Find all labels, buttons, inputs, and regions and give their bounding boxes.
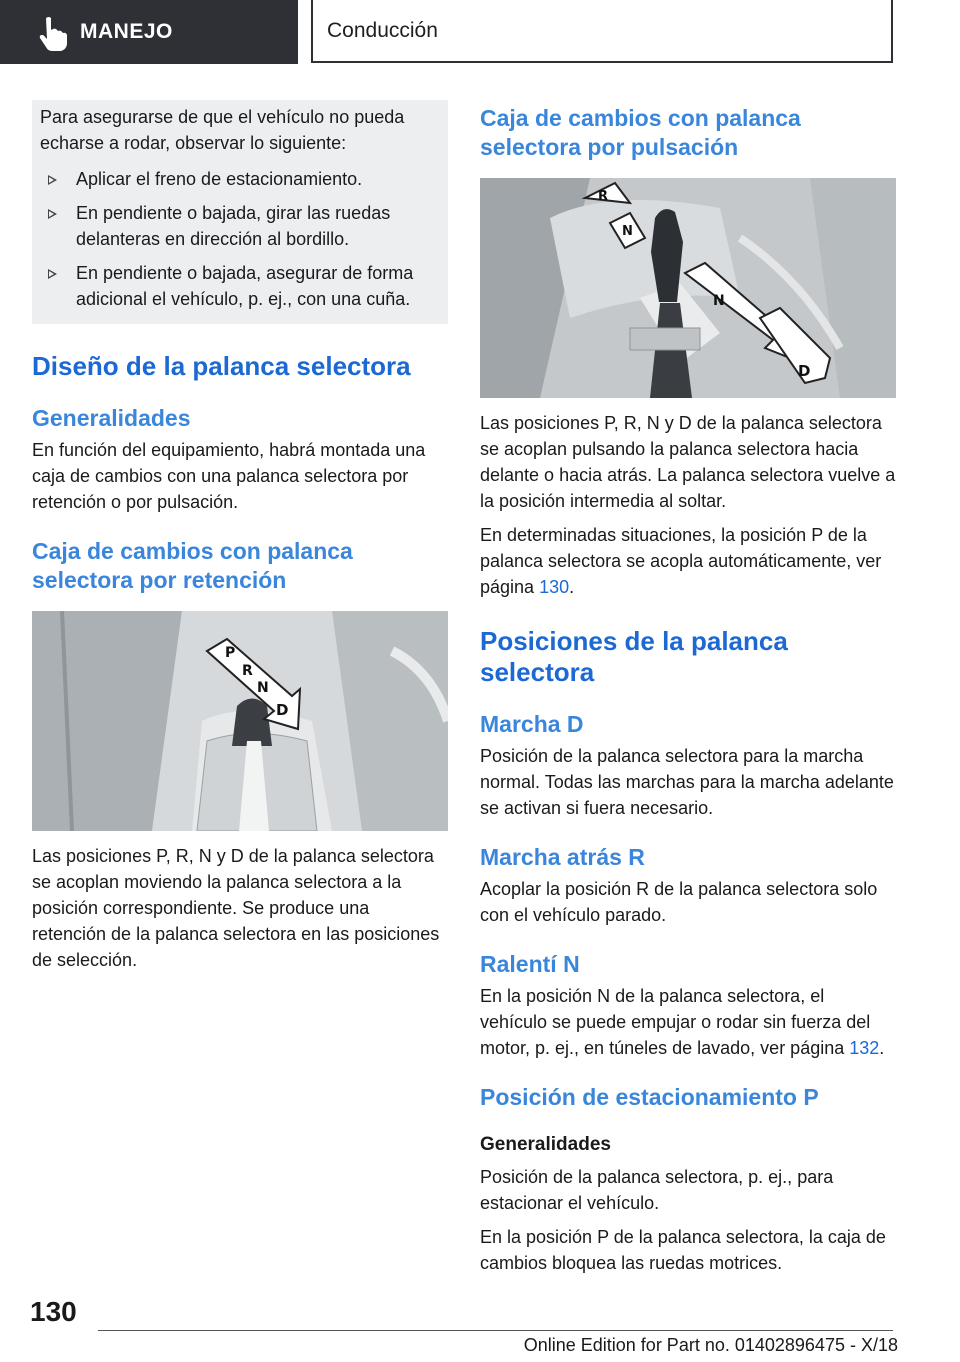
left-column: [32, 100, 448, 973]
paragraph-drive: Posición de la palanca selectora para la marcha normal. Todas las marchas para la marcha adelante se activan si fuera necesario.: [480, 746, 894, 818]
note-item: En pendiente o bajada, asegurar de forma adicional el vehículo, p. ej., con una cuña.: [40, 260, 438, 312]
gear-label-r: R: [598, 189, 609, 204]
paragraph-park-2: En la posición P de la palanca selectora, la caja de cambios bloquea las ruedas motrices.: [480, 1227, 886, 1273]
note-intro: Para asegurarse de que el vehículo no pueda echarse a rodar, observar lo siguiente:: [40, 107, 405, 153]
subheading-park-general: Generalidades: [480, 1134, 611, 1155]
note-box: [32, 100, 448, 324]
paragraph-park-1: Posición de la palanca selectora, p. ej., para estacionar el vehículo.: [480, 1167, 834, 1213]
page-link-130[interactable]: 130: [539, 577, 570, 597]
bullet-triangle-icon: [48, 209, 57, 219]
heading-positions: Posiciones de la palanca selectora: [480, 626, 788, 687]
chapter-title: Conducción: [327, 18, 438, 42]
figure-retention-selector: [32, 611, 448, 831]
gear-label-n: N: [622, 224, 633, 239]
paragraph-neutral: En la posición N de la palanca selectora, el vehículo se puede empujar o rodar sin fuerza del motor, p. ej., en túneles de lavado, ver página 132.: [480, 986, 885, 1058]
section-tab[interactable]: [0, 0, 298, 64]
heading-pulse: Caja de cambios con palanca selectora por pulsación: [480, 105, 801, 160]
bullet-triangle-icon: [48, 175, 57, 185]
heading-design: Diseño de la palanca selectora: [32, 351, 411, 381]
note-item: En pendiente o bajada, girar las ruedas delanteras en dirección al bordillo.: [40, 200, 438, 252]
footer-edition: Online Edition for Part no. 01402896475 - X/18: [523, 1335, 898, 1355]
section-title: MANEJO: [80, 20, 173, 43]
paragraph-reverse: Acoplar la posición R de la palanca selectora solo con el vehículo parado.: [480, 879, 878, 925]
page-link-132[interactable]: 132: [849, 1038, 880, 1058]
heading-park: Posición de estacionamiento P: [480, 1084, 819, 1110]
chapter-header: [311, 0, 893, 63]
gear-label-n: N: [713, 293, 725, 309]
gear-label-d: D: [276, 701, 289, 719]
note-list: [40, 166, 438, 312]
gear-label-n: N: [257, 680, 269, 696]
paragraph-pulse-2: En determinadas situaciones, la posición P de la palanca selectora se acopla automáticamente, ver página 130.: [480, 525, 882, 597]
heading-reverse: Marcha atrás R: [480, 844, 645, 870]
heading-drive: Marcha D: [480, 711, 584, 737]
gear-label-p: P: [225, 645, 236, 661]
note-item: Aplicar el freno de estacionamiento.: [40, 166, 438, 192]
page-number: 130: [30, 1296, 77, 1327]
gear-label-d: D: [798, 362, 811, 380]
hand-pointer-icon: [32, 12, 72, 52]
figure-pulse-selector: [480, 178, 896, 398]
paragraph-pulse-1: Las posiciones P, R, N y D de la palanca selectora se acoplan pulsando la palanca selectora hacia delante o hacia atrás. La palanca selectora vuelve a la posición intermedia al soltar.: [480, 413, 896, 511]
bullet-triangle-icon: [48, 269, 57, 279]
right-column: [480, 100, 896, 1276]
heading-general: Generalidades: [32, 405, 191, 431]
gear-label-r: R: [242, 663, 253, 679]
paragraph-general: En función del equipamiento, habrá montada una caja de cambios con una palanca selectora por retención o por pulsación.: [32, 440, 426, 512]
heading-neutral: Ralentí N: [480, 951, 580, 977]
heading-retention: Caja de cambios con palanca selectora por retención: [32, 538, 353, 593]
paragraph-retention: Las posiciones P, R, N y D de la palanca selectora se acoplan moviendo la palanca selectora a la posición correspondiente. Se produce una retención de la palanca selectora en las posiciones de selección.: [32, 846, 440, 970]
footer-divider: [98, 1330, 893, 1331]
